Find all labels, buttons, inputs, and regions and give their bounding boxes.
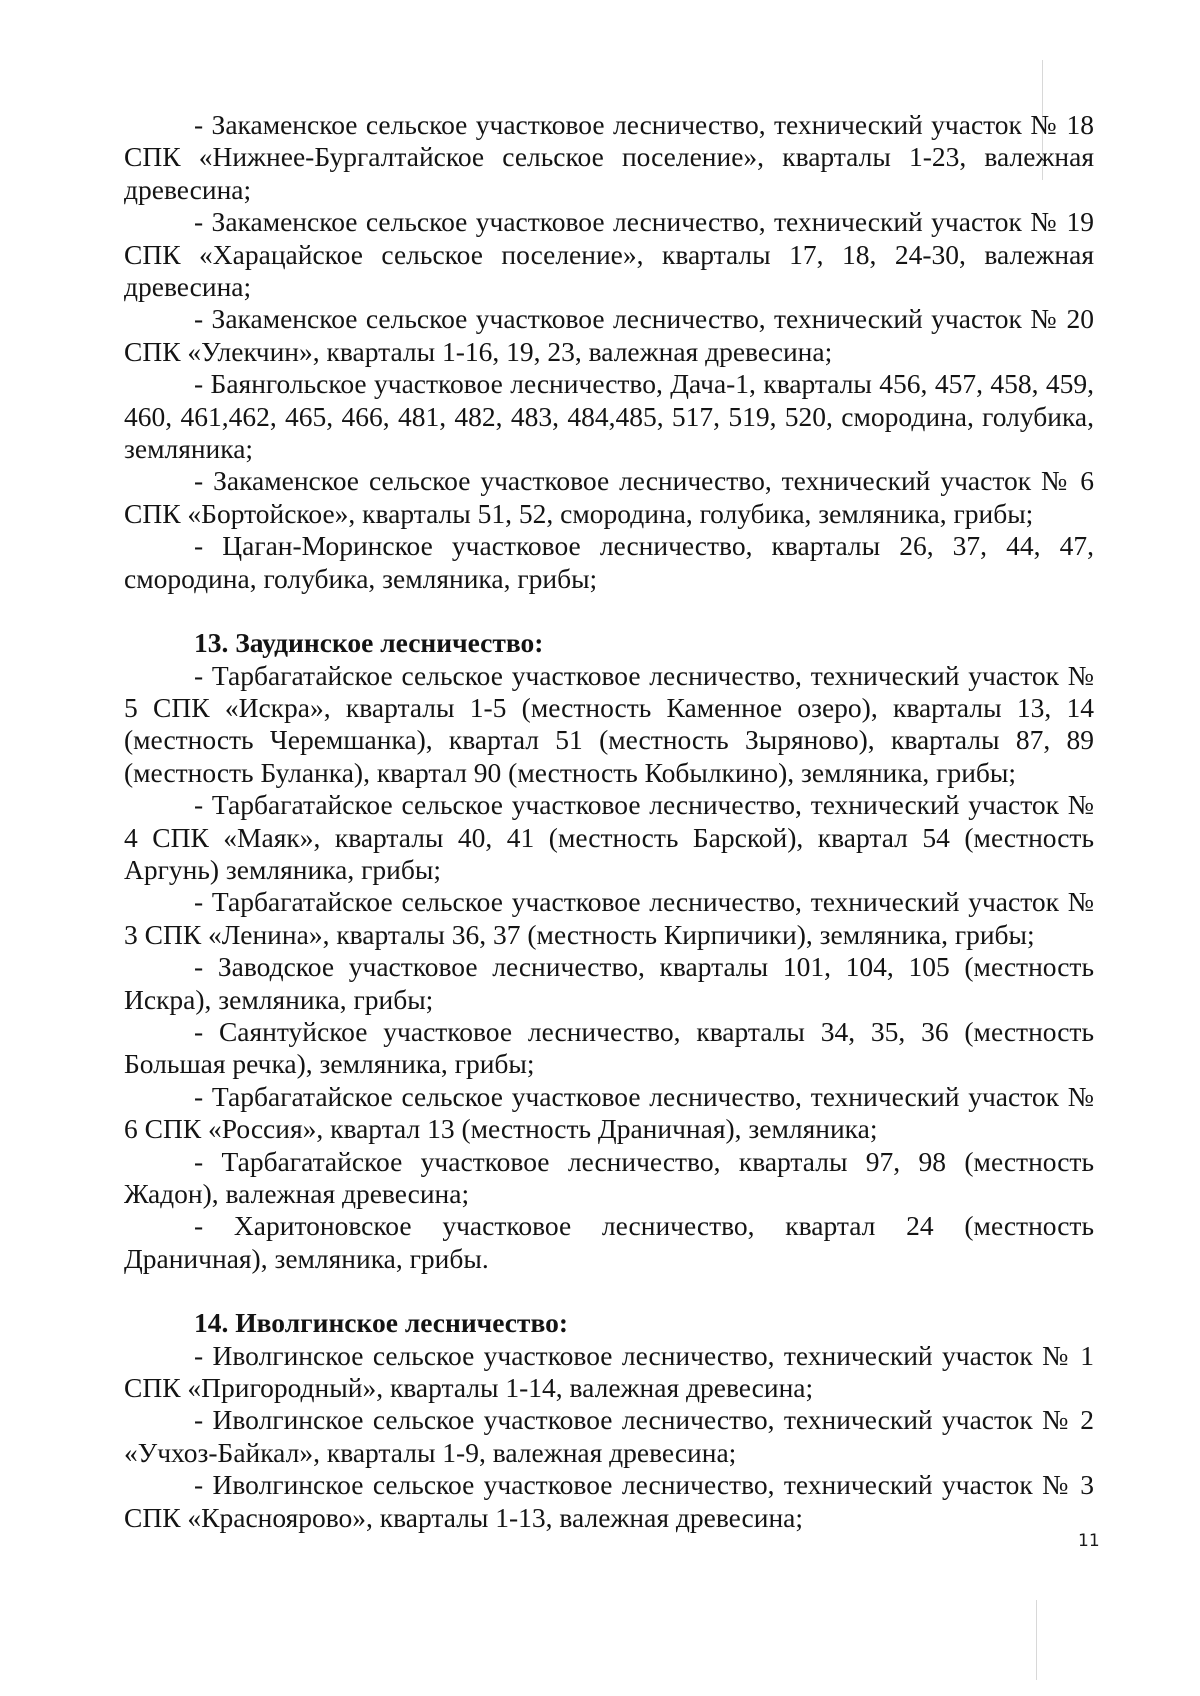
list-item: - Закаменское сельское участковое лесничество, технический участок № 19 СПК «Харацайское сельское поселение», кварталы 17, 18, 24-30, валежная древесина; [124, 206, 1094, 303]
list-item: - Тарбагатайское сельское участковое лесничество, технический участок № 4 СПК «Маяк», кварталы 40, 41 (местность Барской), квартал 54 (местность Аргунь) земляника, грибы; [124, 789, 1094, 885]
list-item: - Тарбагатайское сельское участковое лесничество, технический участок № 5 СПК «Искра», кварталы 1-5 (местность Каменное озеро), кварталы 13, 14 (местность Черемшанка), квартал 51 (местность Зыряново), кварталы 87, 89 (местность Буланка), квартал 90 (местность Кобылкино), земляника, грибы; [124, 659, 1094, 788]
list-item: - Иволгинское сельское участковое лесничество, технический участок № 3 СПК «Красноярово», кварталы 1-13, валежная древесина; [124, 1469, 1094, 1533]
list-item: - Тарбагатайское сельское участковое лесничество, технический участок № 3 СПК «Ленина», кварталы 36, 37 (местность Кирпичики), земляника, грибы; [124, 886, 1094, 950]
list-item: - Закаменское сельское участковое лесничество, технический участок № 18 СПК «Нижнее-Бургалтайское сельское поселение», кварталы 1-23, валежная древесина; [124, 109, 1094, 205]
list-item: - Цаган-Моринское участковое лесничество, кварталы 26, 37, 44, 47, смородина, голубика, земляника, грибы; [124, 530, 1094, 594]
section-heading-14: 14. Иволгинское лесничество: [194, 1307, 569, 1339]
page-number: 11 [1078, 1531, 1100, 1551]
list-item: - Иволгинское сельское участковое лесничество, технический участок № 2 «Учхоз-Байкал», кварталы 1-9, валежная древесина; [124, 1404, 1094, 1468]
list-item: - Иволгинское сельское участковое лесничество, технический участок № 1 СПК «Пригородный», кварталы 1-14, валежная древесина; [124, 1339, 1094, 1404]
list-item: - Тарбагатайское сельское участковое лесничество, технический участок № 6 СПК «Россия», квартал 13 (местность Драничная), земляника; [124, 1080, 1094, 1145]
list-item: - Саянтуйское участковое лесничество, кварталы 34, 35, 36 (местность Большая речка), земляника, грибы; [124, 1015, 1094, 1080]
list-item: - Тарбагатайское участковое лесничество, кварталы 97, 98 (местность Жадон), валежная древесина; [124, 1145, 1094, 1209]
scan-artifact-line [1036, 1600, 1037, 1680]
list-item: - Заводское участковое лесничество, кварталы 101, 104, 105 (местность Искра), земляника, грибы; [124, 951, 1094, 1015]
list-item: - Харитоновское участковое лесничество, квартал 24 (местность Драничная), земляника, грибы. [124, 1210, 1094, 1274]
list-item: - Баянгольское участковое лесничество, Дача-1, кварталы 456, 457, 458, 459, 460, 461,462, 465, 466, 481, 482, 483, 484,485, 517, 519, 520, смородина, голубика, земляника; [124, 368, 1094, 465]
section-heading-13: 13. Заудинское лесничество: [194, 627, 544, 659]
list-item: - Закаменское сельское участковое лесничество, технический участок № 6 СПК «Бортойское», кварталы 51, 52, смородина, голубика, земляника, грибы; [124, 465, 1094, 529]
list-item: - Закаменское сельское участковое лесничество, технический участок № 20 СПК «Улекчин», кварталы 1-16, 19, 23, валежная древесина; [124, 303, 1094, 367]
document-body [124, 109, 1094, 1534]
